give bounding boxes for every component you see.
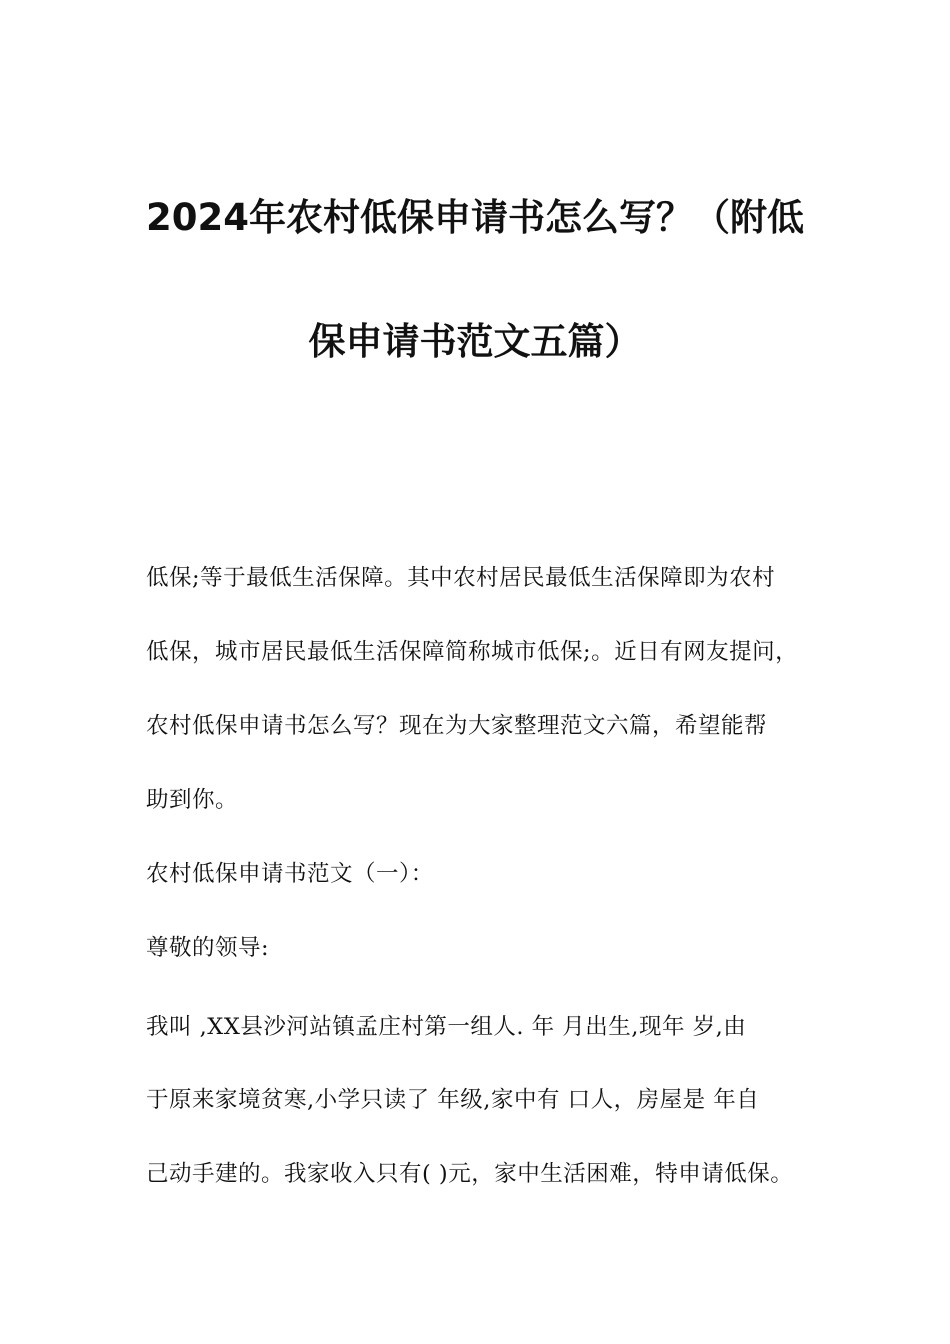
section-heading: 农村低保申请书范文（一）： <box>146 861 434 887</box>
document-title-line-1: 2024年农村低保申请书怎么写？（附低 <box>146 196 804 239</box>
body-text-line: 己动手建的。我家收入只有( )元，家中生活困难，特申请低保。 <box>146 1161 794 1187</box>
salutation: 尊敬的领导: <box>146 935 270 961</box>
document-title-line-2: 保申请书范文五篇） <box>308 320 642 363</box>
body-text-line: 低保;等于最低生活保障。其中农村居民最低生活保障即为农村 <box>146 565 776 591</box>
body-text-line: 助到你。 <box>146 787 239 813</box>
body-text-line: 农村低保申请书怎么写？现在为大家整理范文六篇，希望能帮 <box>146 713 768 739</box>
body-text-line: 低保，城市居民最低生活保障简称城市低保;。近日有网友提问， <box>146 639 799 665</box>
body-text-line: 我叫 ,XX县沙河站镇孟庄村第一组人. 年 月出生,现年 岁,由 <box>146 1014 747 1040</box>
body-text-line: 于原来家境贫寒,小学只读了 年级,家中有 口人，房屋是 年自 <box>146 1087 760 1113</box>
